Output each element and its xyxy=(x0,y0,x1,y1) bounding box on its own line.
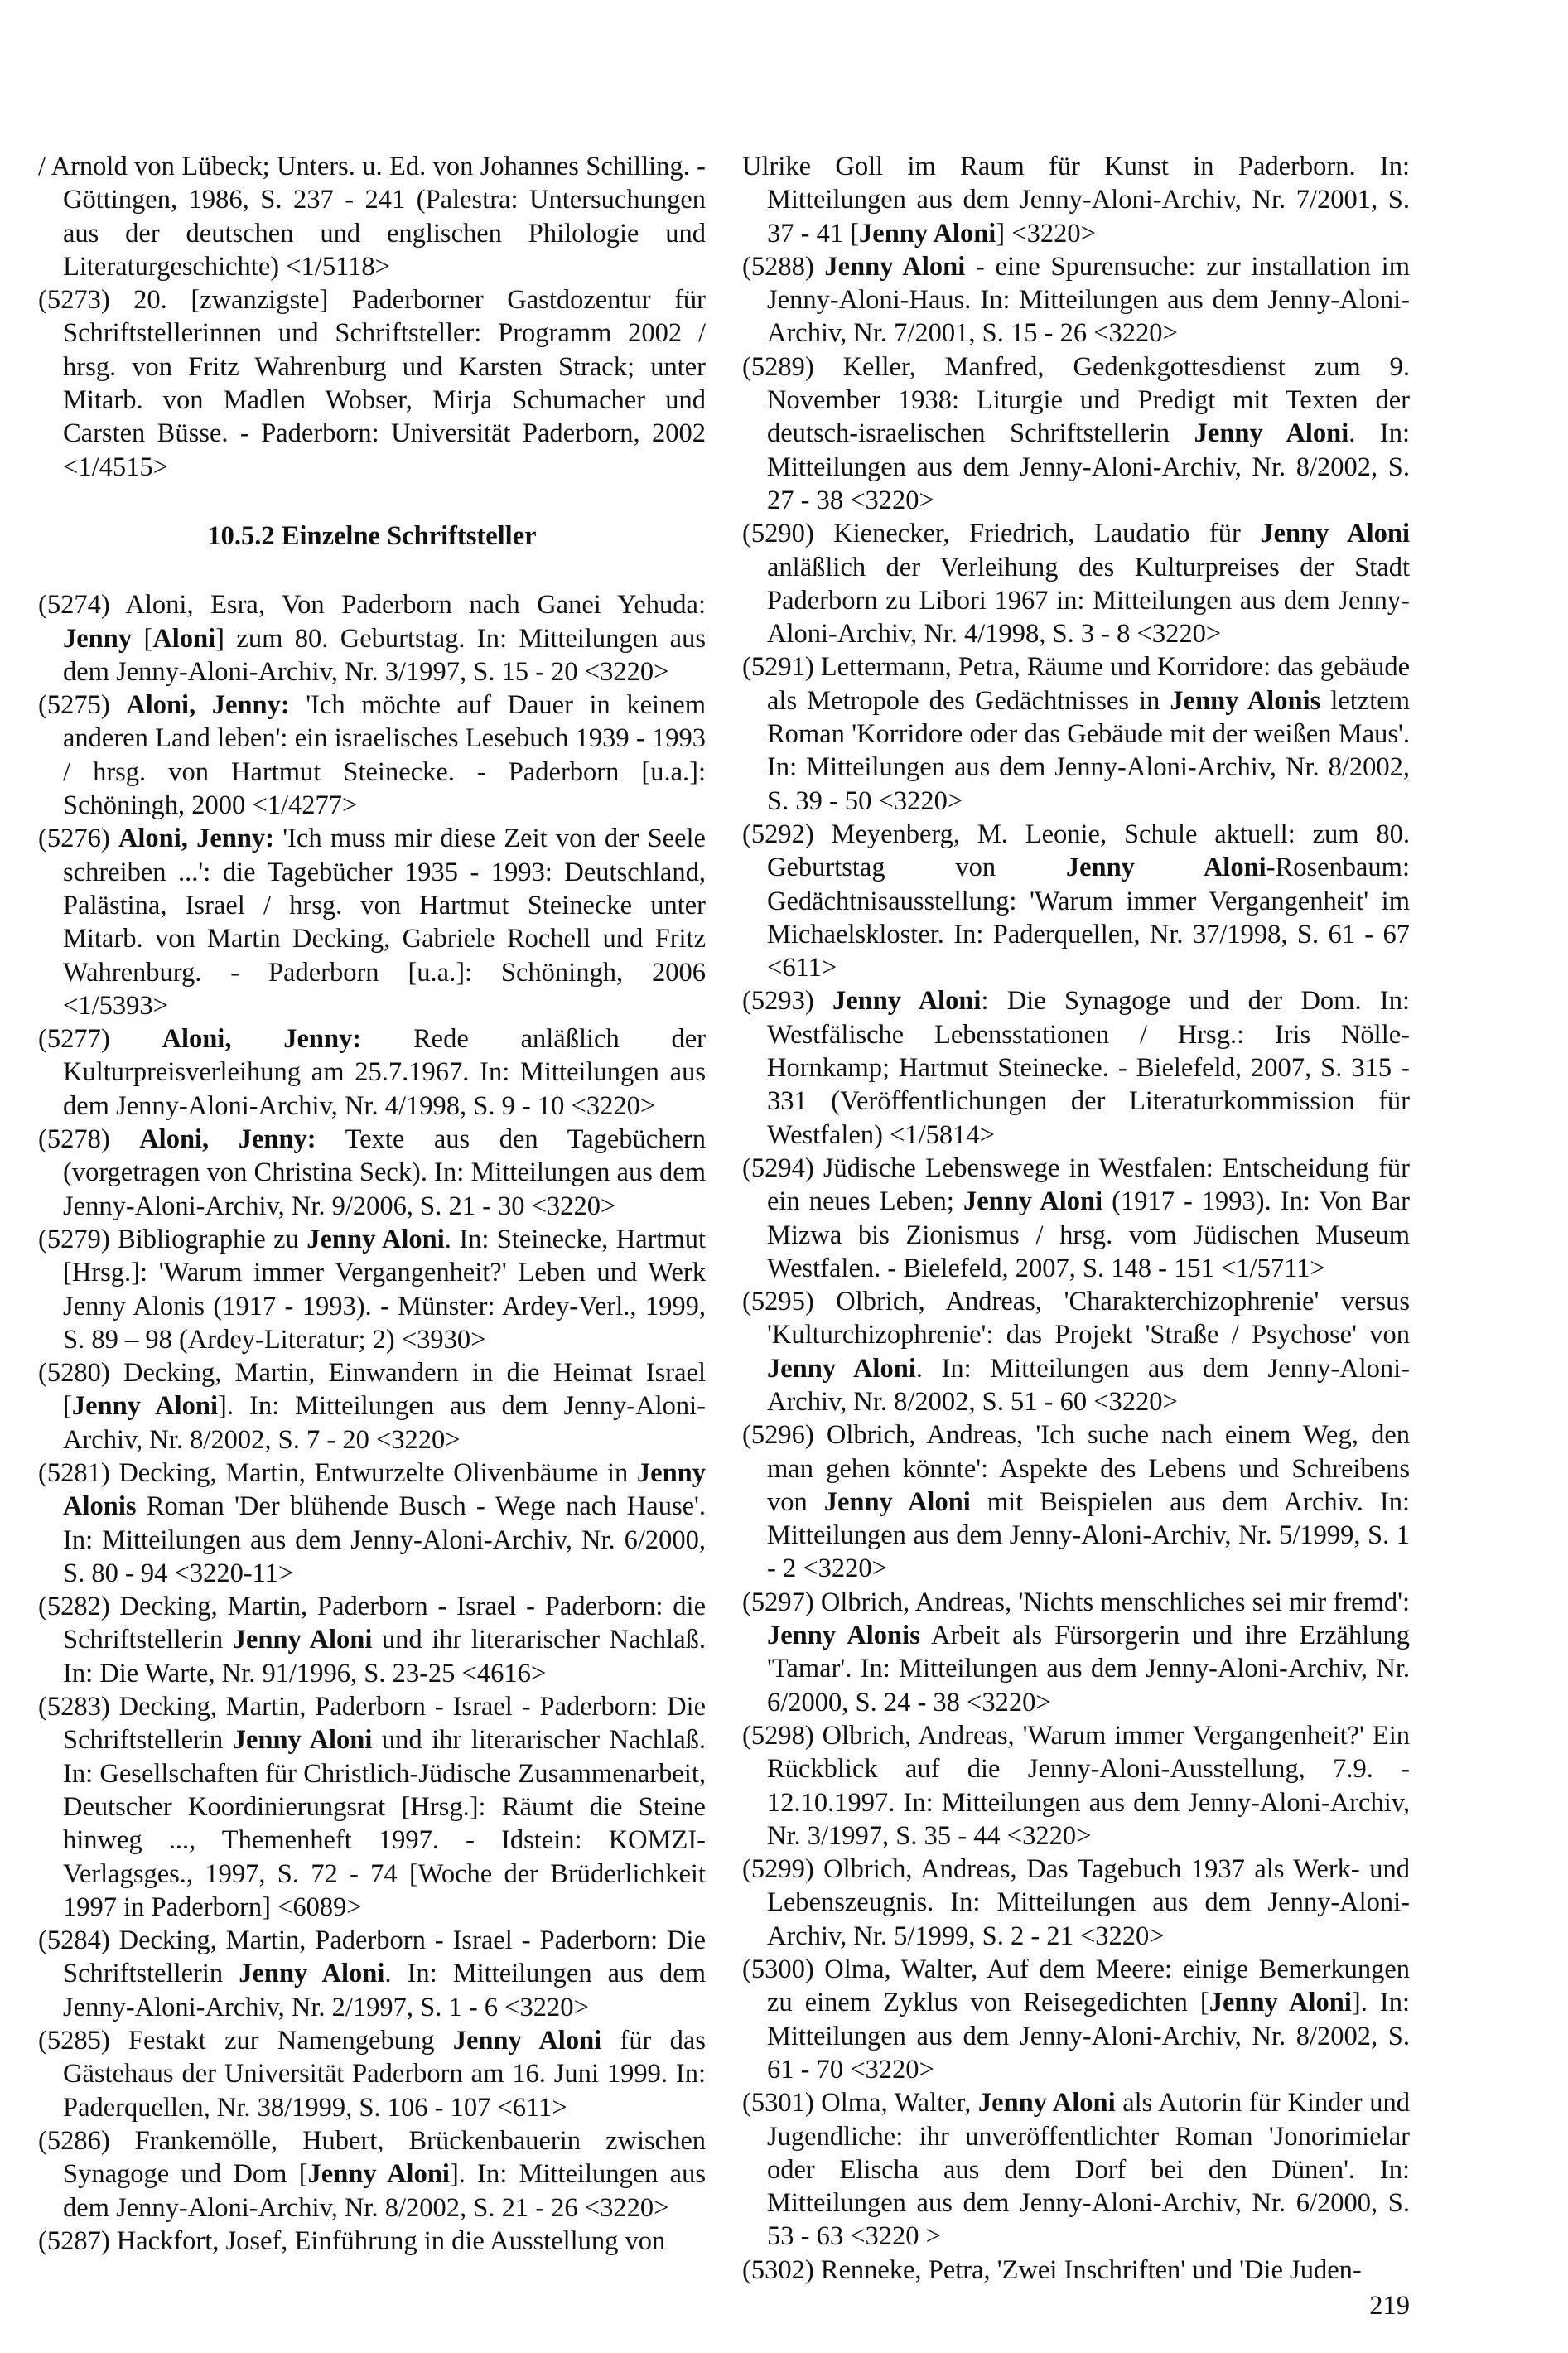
section-heading: 10.5.2 Einzelne Schriftsteller xyxy=(207,520,537,551)
left-entries-before xyxy=(38,150,706,484)
bibliography-entry: (5288) Jenny Aloni - eine Spurensuche: zur installation im Jenny-Aloni-Haus. In: Mitteilungen aus dem Jenny-Aloni-Archiv, Nr. 7/2001, S. 15 - 26 <3220> xyxy=(742,251,1410,349)
bibliography-entry: (5283) Decking, Martin, Paderborn - Israel - Paderborn: Die Schriftstellerin Jenny Aloni und ihr literarischer Nachlaß. In: Gesellschaften für Christlich-Jüdische Zusammenarbeit, Deutscher Koordinierungsrat [Hrsg.]: Räumt die Steine hinweg ..., Themenheft 1997. - Idstein: KOMZI-Verlagsges., 1997, S. 72 - 74 [Woche der Brüderlichkeit 1997 in Paderborn] <6089> xyxy=(38,1692,707,1922)
bold-name: Jenny Aloni xyxy=(824,251,966,282)
page-number: 219 xyxy=(1369,2291,1410,2321)
bold-name: Jenny Aloni xyxy=(859,218,996,249)
left-column xyxy=(38,150,706,2258)
bibliography-entry: (5273) 20. [zwanzigste] Paderborner Gastdozentur für Schriftstellerinnen und Schriftsteller: Programm 2002 / hrsg. von Fritz Wahrenburg und Karsten Strack; unter Mitarb. von Madlen Wobser, Mirja Schumacher und Carsten Büsse. - Paderborn: Universität Paderborn, 2002 <1/4515> xyxy=(38,285,706,482)
bibliography-entry: (5295) Olbrich, Andreas, 'Charakterchizophrenie' versus 'Kulturchizophrenie': das Projekt 'Straße / Psychose' von Jenny Aloni. In: Mitteilungen aus dem Jenny-Aloni-Archiv, Nr. 8/2002, S. 51 - 60 <3220> xyxy=(742,1287,1410,1417)
bibliography-entry: (5274) Aloni, Esra, Von Paderborn nach Ganei Yehuda: Jenny [Aloni] zum 80. Geburtstag. In: Mitteilungen aus dem Jenny-Aloni-Archiv, Nr. 3/1997, S. 15 - 20 <3220> xyxy=(38,590,707,687)
bibliography-entry: (5299) Olbrich, Andreas, Das Tagebuch 1937 als Werk- und Lebenszeugnis. In: Mitteilungen aus dem Jenny-Aloni-Archiv, Nr. 5/1999, S. 2 - 21 <3220> xyxy=(742,1854,1410,1951)
bibliography-entry: (5275) Aloni, Jenny: 'Ich möchte auf Dauer in keinem anderen Land leben': ein israelisches Lesebuch 1939 - 1993 / hrsg. von Hartmut Steinecke. - Paderborn [u.a.]: Schöningh, 2000 <1/4277> xyxy=(38,690,707,821)
bold-name: Jenny Aloni xyxy=(307,2159,450,2190)
bibliography-entry: (5279) Bibliographie zu Jenny Aloni. In: Steinecke, Hartmut [Hrsg.]: 'Warum immer Vergangenheit?' Leben und Werk Jenny Alonis (1917 - 1993). - Münster: Ardey-Verl., 1999, S. 89 – 98 (Ardey-Literatur; 2) <3930> xyxy=(38,1224,706,1355)
bibliography-entry: (5291) Lettermann, Petra, Räume und Korridore: das gebäude als Metropole des Gedächtnisses in Jenny Alonis letztem Roman 'Korridore oder das Gebäude mit der weißen Maus'. In: Mitteilungen aus dem Jenny-Aloni-Archiv, Nr. 8/2002, S. 39 - 50 <3220> xyxy=(742,652,1410,816)
bold-name: Jenny Aloni xyxy=(306,1224,445,1254)
bold-name: Jenny Aloni xyxy=(1194,418,1349,449)
bibliography-entry: (5293) Jenny Aloni: Die Synagoge und der Dom. In: Westfälische Lebensstationen / Hrsg.: Iris Nölle-Hornkamp; Hartmut Steinecke. - Bielefeld, 2007, S. 315 - 331 (Veröffentlichungen der Literaturkommission für Westfalen) <1/5814> xyxy=(742,986,1411,1150)
bold-name: Jenny Aloni xyxy=(767,1353,916,1384)
bibliography-entry: (5276) Aloni, Jenny: 'Ich muss mir diese Zeit von der Seele schreiben ...': die Tagebücher 1935 - 1993: Deutschland, Palästina, Israel / hrsg. von Hartmut Steinecke unter Mitarb. von Martin Decking, Gabriele Rochell und Fritz Wahrenburg. - Paderborn [u.a.]: Schöningh, 2006 <1/5393> xyxy=(38,824,706,1021)
bibliography-entry: (5300) Olma, Walter, Auf dem Meere: einige Bemerkungen zu einem Zyklus von Reisegedichten [Jenny Aloni]. In: Mitteilungen aus dem Jenny-Aloni-Archiv, Nr. 8/2002, S. 61 - 70 <3220> xyxy=(742,1954,1410,2085)
bold-name: Aloni, Jenny: xyxy=(162,1024,362,1055)
bibliography-entry: (5301) Olma, Walter, Jenny Aloni als Autorin für Kinder und Jugendliche: ihr unveröffentlichter Roman 'Jonorimielar oder Elischa aus dem Dorf bei den Dünen'. In: Mitteilungen aus dem Jenny-Aloni-Archiv, Nr. 6/2000, S. 53 - 63 <3220 > xyxy=(742,2088,1410,2252)
bibliography-entry: (5290) Kienecker, Friedrich, Laudatio für Jenny Aloni anläßlich der Verleihung des Kulturpreises der Stadt Paderborn zu Libori 1967 in: Mitteilungen aus dem Jenny-Aloni-Archiv, Nr. 4/1998, S. 3 - 8 <3220> xyxy=(742,519,1410,650)
bold-name: Aloni xyxy=(152,623,216,654)
left-entries-after xyxy=(38,588,706,2258)
bold-name: Jenny xyxy=(63,623,133,654)
right-column xyxy=(742,150,1410,2287)
bold-name: Jenny Alonis xyxy=(63,1457,706,1522)
bold-name: Jenny Aloni xyxy=(232,1625,373,1655)
bibliography-entry: (5285) Festakt zur Namengebung Jenny Aloni für das Gästehaus der Universität Paderborn am 16. Juni 1999. In: Paderquellen, Nr. 38/1999, S. 106 - 107 <611> xyxy=(38,2026,706,2123)
bold-name: Jenny Aloni xyxy=(239,1959,385,1989)
bold-name: Jenny Aloni xyxy=(823,1486,971,1517)
bibliography-entry: / Arnold von Lübeck; Unters. u. Ed. von Johannes Schilling. - Göttingen, 1986, S. 237 - 241 (Palestra: Untersuchungen aus der deutschen und englischen Philologie und Literaturgeschichte) <1/5118> xyxy=(38,152,706,282)
bibliography-entry: (5280) Decking, Martin, Einwandern in die Heimat Israel [Jenny Aloni]. In: Mitteilungen aus dem Jenny-Aloni-Archiv, Nr. 8/2002, S. 7 - 20 <3220> xyxy=(38,1358,706,1455)
bold-name: Jenny Aloni xyxy=(1260,519,1410,549)
bold-name: Aloni, Jenny: xyxy=(126,690,290,721)
bold-name: Jenny Aloni xyxy=(1065,853,1266,883)
bold-name: Jenny Aloni xyxy=(71,1391,219,1422)
bold-name: Jenny Aloni xyxy=(963,1186,1103,1217)
bold-name: Jenny Aloni xyxy=(452,2026,602,2056)
bibliography-entry: (5284) Decking, Martin, Paderborn - Israel - Paderborn: Die Schriftstellerin Jenny Aloni. In: Mitteilungen aus dem Jenny-Aloni-Archiv, Nr. 2/1997, S. 1 - 6 <3220> xyxy=(38,1925,706,2022)
bibliography-entry: (5282) Decking, Martin, Paderborn - Israel - Paderborn: die Schriftstellerin Jenny Aloni und ihr literarischer Nachlaß. In: Die Warte, Nr. 91/1996, S. 23-25 <4616> xyxy=(38,1592,707,1689)
bold-name: Jenny Aloni xyxy=(232,1725,373,1756)
bibliography-entry: (5294) Jüdische Lebenswege in Westfalen: Entscheidung für ein neues Leben; Jenny Aloni (1917 - 1993). In: Von Bar Mizwa bis Zionismus / hrsg. vom Jüdischen Museum Westfalen. - Bielefeld, 2007, S. 148 - 151 <1/5711> xyxy=(742,1152,1410,1283)
bibliography-entry: (5287) Hackfort, Josef, Einführung in die Ausstellung von xyxy=(38,2225,666,2256)
bold-name: Aloni, Jenny: xyxy=(139,1124,316,1155)
bibliography-entry: (5286) Frankemölle, Hubert, Brückenbauerin zwischen Synagoge und Dom [Jenny Aloni]. In: Mitteilungen aus dem Jenny-Aloni-Archiv, Nr. 8/2002, S. 21 - 26 <3220> xyxy=(38,2125,706,2223)
bold-name: Aloni, Jenny: xyxy=(118,824,275,854)
bibliography-entry: (5277) Aloni, Jenny: Rede anläßlich der Kulturpreisverleihung am 25.7.1967. In: Mitteilungen aus dem Jenny-Aloni-Archiv, Nr. 4/1998, S. 9 - 10 <3220> xyxy=(38,1024,706,1121)
bibliography-entry: (5302) Renneke, Petra, 'Zwei Inschriften' und 'Die Juden- xyxy=(742,2254,1362,2285)
bold-name: Jenny Alonis xyxy=(1170,685,1321,716)
bibliography-entry: (5296) Olbrich, Andreas, 'Ich suche nach einem Weg, den man gehen könnte': Aspekte des Lebens und Schreibens von Jenny Aloni mit Beispielen aus dem Archiv. In: Mitteilungen aus dem Jenny-Aloni-Archiv, Nr. 5/1999, S. 1 - 2 <3220> xyxy=(742,1420,1410,1584)
bibliography-entry: (5289) Keller, Manfred, Gedenkgottesdienst zum 9. November 1938: Liturgie und Predigt mit Texten der deutsch-israelischen Schriftstellerin Jenny Aloni. In: Mitteilungen aus dem Jenny-Aloni-Archiv, Nr. 8/2002, S. 27 - 38 <3220> xyxy=(742,351,1411,515)
bold-name: Jenny Aloni xyxy=(1209,1988,1352,2018)
bibliography-entry: (5297) Olbrich, Andreas, 'Nichts menschliches sei mir fremd': Jenny Alonis Arbeit als Fürsorgerin und ihre Erzählung 'Tamar'. In: Mitteilungen aus dem Jenny-Aloni-Archiv, Nr. 6/2000, S. 24 - 38 <3220> xyxy=(742,1587,1410,1718)
bold-name: Jenny Alonis xyxy=(767,1621,920,1651)
bibliography-entry: (5281) Decking, Martin, Entwurzelte Olivenbäume in Jenny Alonis Roman 'Der blühende Busch - Wege nach Hause'. In: Mitteilungen aus dem Jenny-Aloni-Archiv, Nr. 6/2000, S. 80 - 94 <3220-11> xyxy=(38,1457,706,1588)
bold-name: Jenny Aloni xyxy=(977,2088,1116,2119)
bibliography-entry: (5298) Olbrich, Andreas, 'Warum immer Vergangenheit?' Ein Rückblick auf die Jenny-Aloni-Ausstellung, 7.9. - 12.10.1997. In: Mitteilungen aus dem Jenny-Aloni-Archiv, Nr. 3/1997, S. 35 - 44 <3220> xyxy=(742,1720,1410,1851)
bibliography-entry: (5292) Meyenberg, M. Leonie, Schule aktuell: zum 80. Geburtstag von Jenny Aloni-Rosenbaum: Gedächtnisausstellung: 'Warum immer Vergangenheit' im Michaelskloster. In: Paderquellen, Nr. 37/1998, S. 61 - 67 <611> xyxy=(742,819,1410,983)
bibliography-entry: Ulrike Goll im Raum für Kunst in Paderborn. In: Mitteilungen aus dem Jenny-Aloni-Archiv, Nr. 7/2001, S. 37 - 41 [Jenny Aloni] <3220> xyxy=(742,152,1410,249)
bibliography-entry: (5278) Aloni, Jenny: Texte aus den Tagebüchern (vorgetragen von Christina Seck). In: Mitteilungen aus dem Jenny-Aloni-Archiv, Nr. 9/2006, S. 21 - 30 <3220> xyxy=(38,1124,706,1221)
right-entries xyxy=(742,150,1410,2287)
bold-name: Jenny Aloni xyxy=(832,986,982,1017)
